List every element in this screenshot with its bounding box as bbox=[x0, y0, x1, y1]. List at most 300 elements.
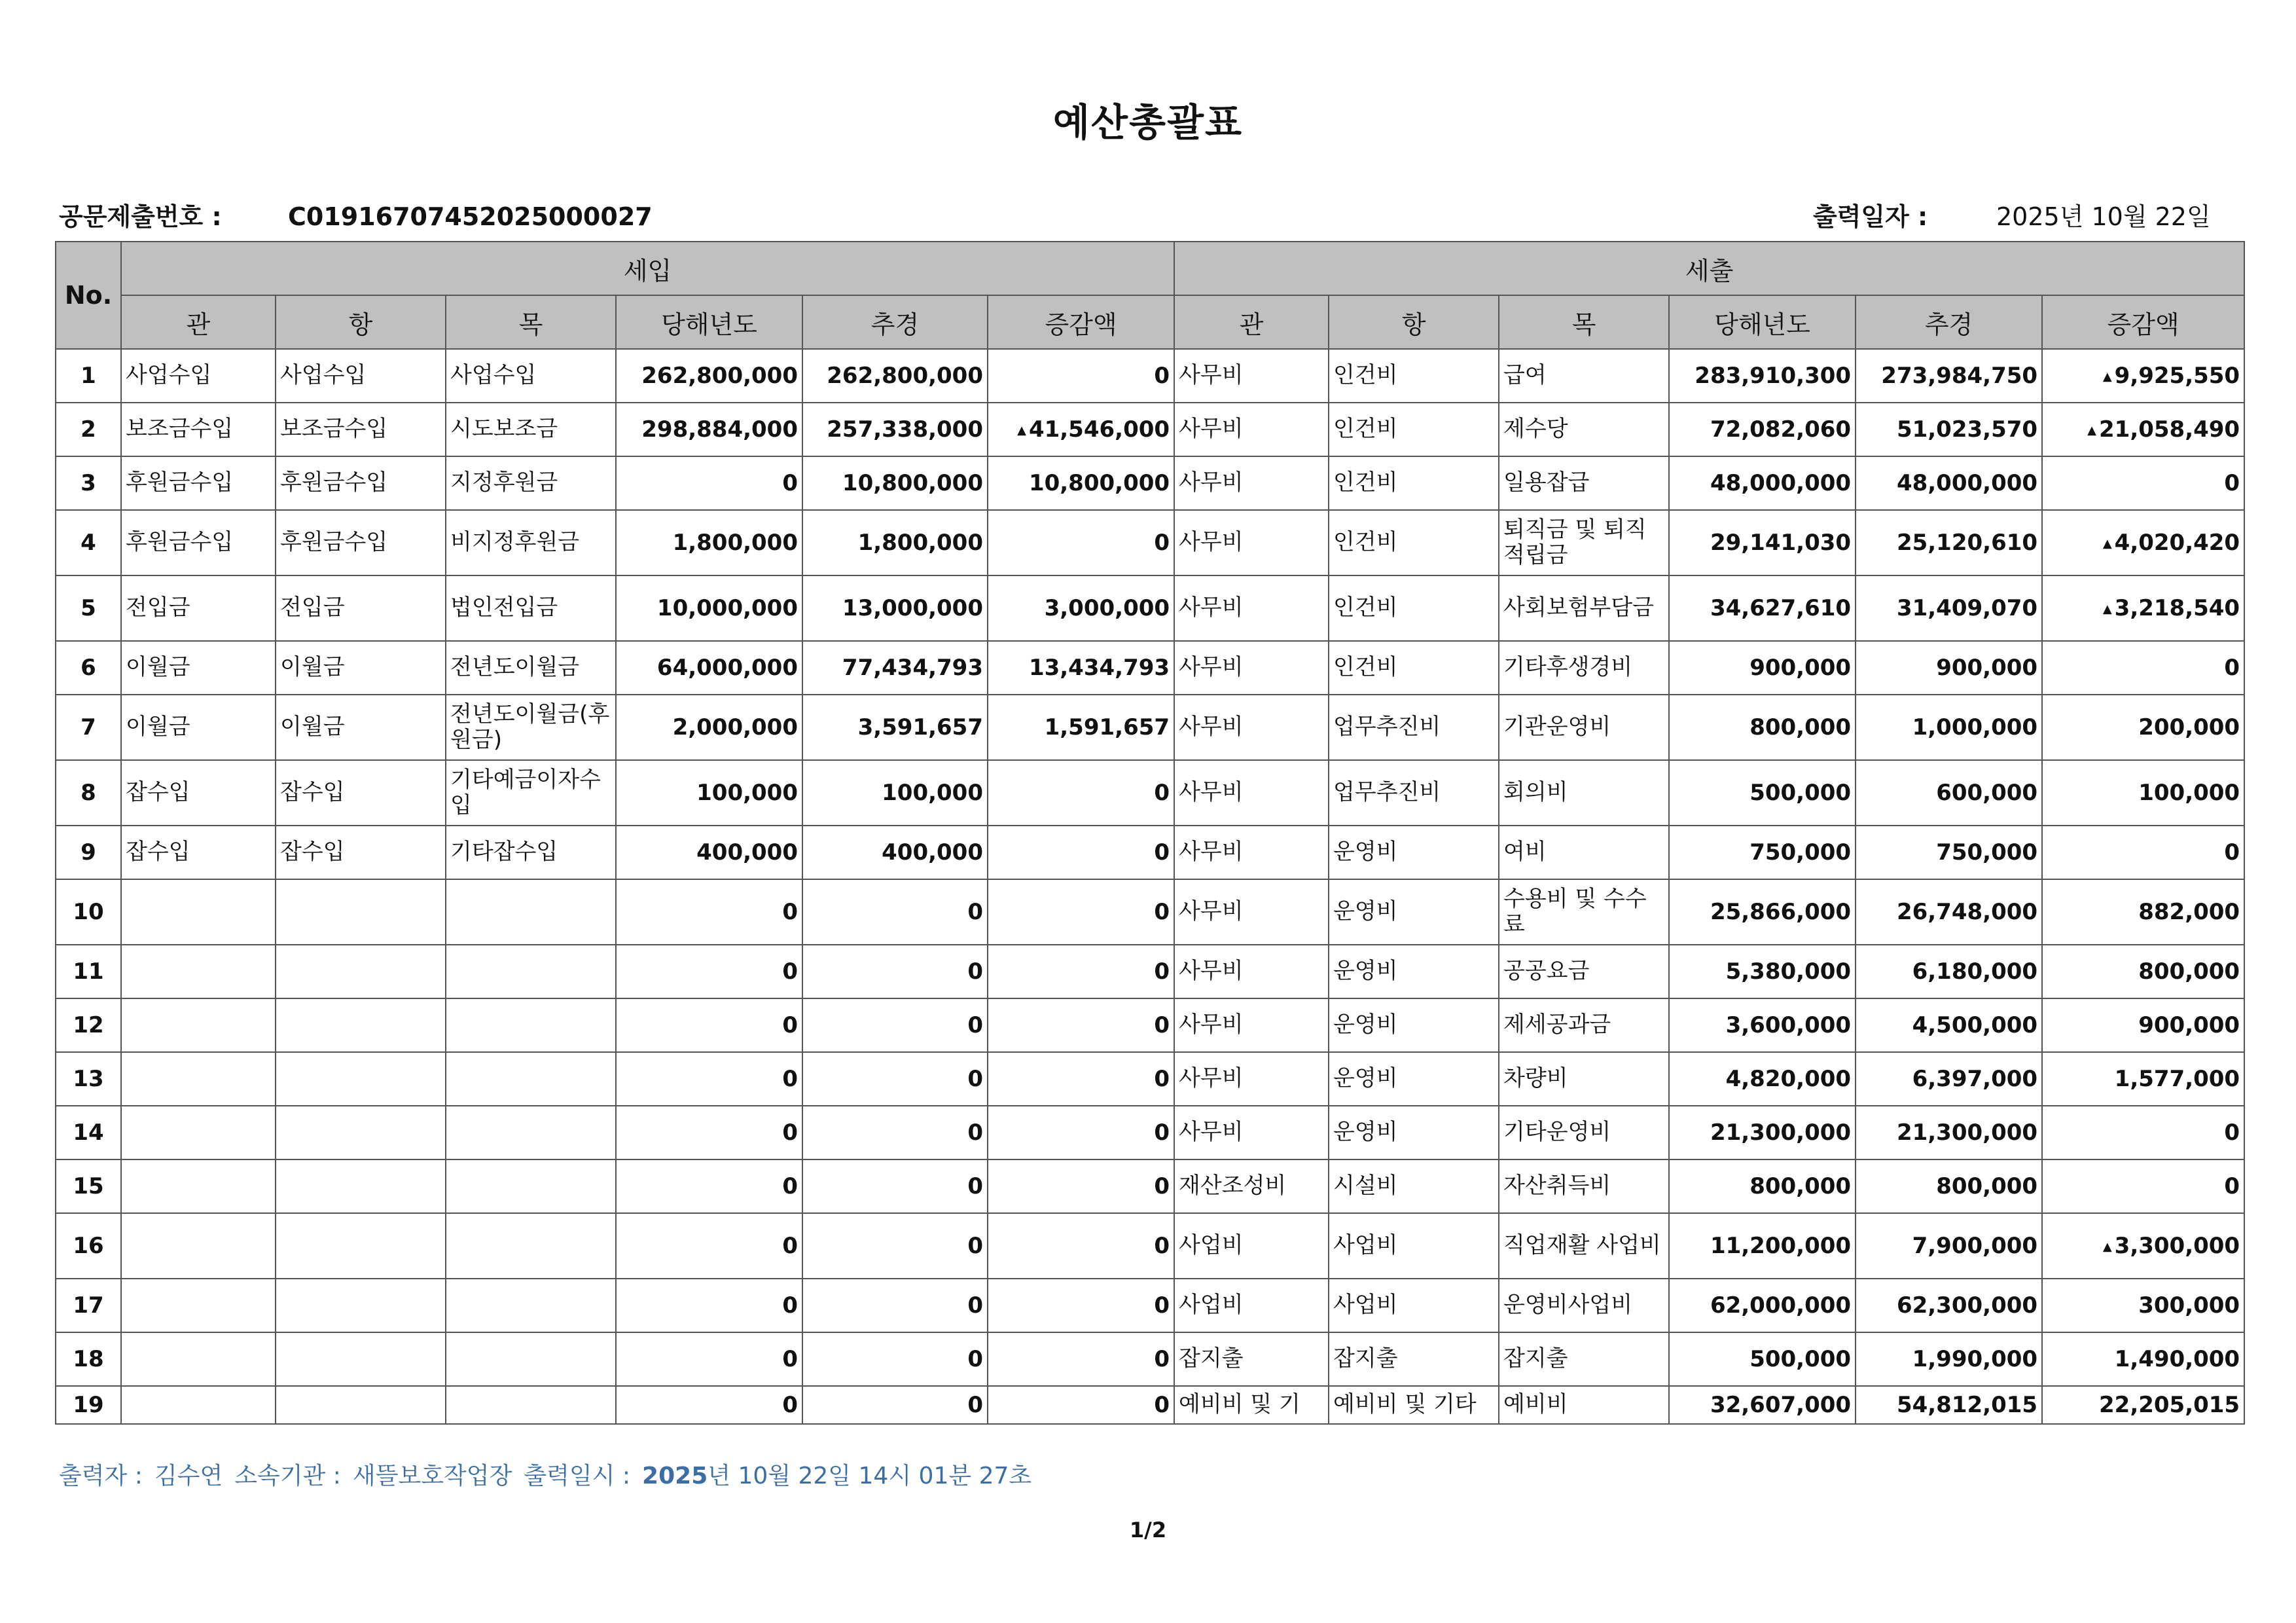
row-number-cell: 4 bbox=[56, 510, 121, 575]
expense-difference-cell bbox=[2042, 349, 2244, 403]
expense-supplementary-cell: 800,000 bbox=[1856, 1159, 2042, 1213]
income-hang-cell bbox=[276, 1213, 446, 1279]
income-current-cell: 10,000,000 bbox=[616, 575, 802, 641]
income-hang-cell bbox=[276, 1386, 446, 1424]
income-current-cell: 0 bbox=[616, 1106, 802, 1159]
expense-current-cell: 72,082,060 bbox=[1669, 403, 1856, 456]
income-mok-cell bbox=[446, 879, 616, 945]
expense-difference-cell: 0 bbox=[2042, 641, 2244, 695]
expense-supplementary-cell: 1,000,000 bbox=[1856, 695, 2042, 760]
income-current-cell: 0 bbox=[616, 945, 802, 998]
income-current-cell: 0 bbox=[616, 456, 802, 510]
income-hang-cell: 잡수입 bbox=[276, 826, 446, 879]
expense-difference-cell: 1,577,000 bbox=[2042, 1052, 2244, 1106]
income-col-supplementary: 추경 bbox=[802, 295, 988, 349]
expense-col-supplementary: 추경 bbox=[1856, 295, 2042, 349]
income-mok-cell: 법인전입금 bbox=[446, 575, 616, 641]
table-row bbox=[56, 998, 2244, 1052]
income-gwan-cell bbox=[121, 1159, 276, 1213]
expense-current-cell: 34,627,610 bbox=[1669, 575, 1856, 641]
expense-current-cell: 48,000,000 bbox=[1669, 456, 1856, 510]
table-row bbox=[56, 695, 2244, 760]
income-supplementary-cell: 0 bbox=[802, 1106, 988, 1159]
income-mok-cell bbox=[446, 1279, 616, 1332]
table-row bbox=[56, 349, 2244, 403]
expense-col-hang: 항 bbox=[1329, 295, 1499, 349]
expense-difference-cell bbox=[2042, 1213, 2244, 1279]
table-row bbox=[56, 1386, 2244, 1424]
expense-current-cell: 25,866,000 bbox=[1669, 879, 1856, 945]
expense-supplementary-cell: 48,000,000 bbox=[1856, 456, 2042, 510]
expense-supplementary-cell: 62,300,000 bbox=[1856, 1279, 2042, 1332]
expense-mok-cell: 급여 bbox=[1499, 349, 1669, 403]
org-name: 새뜰보호작업장 bbox=[352, 1463, 512, 1489]
row-number-cell: 10 bbox=[56, 879, 121, 945]
income-hang-cell bbox=[276, 1106, 446, 1159]
expense-current-cell: 3,600,000 bbox=[1669, 998, 1856, 1052]
expense-gwan-cell: 사업비 bbox=[1174, 1213, 1329, 1279]
expense-col-mok: 목 bbox=[1499, 295, 1669, 349]
income-gwan-cell: 후원금수입 bbox=[121, 510, 276, 575]
expense-supplementary-cell: 21,300,000 bbox=[1856, 1106, 2042, 1159]
income-difference-cell: 1,591,657 bbox=[988, 695, 1174, 760]
expense-difference-cell: 882,000 bbox=[2042, 879, 2244, 945]
row-number-cell: 3 bbox=[56, 456, 121, 510]
expense-hang-cell: 운영비 bbox=[1329, 945, 1499, 998]
amount-value: 3,300,000 bbox=[2114, 1233, 2240, 1259]
expense-gwan-cell: 사무비 bbox=[1174, 826, 1329, 879]
income-current-cell: 1,800,000 bbox=[616, 510, 802, 575]
row-number-cell: 14 bbox=[56, 1106, 121, 1159]
expense-current-cell: 29,141,030 bbox=[1669, 510, 1856, 575]
expense-hang-cell: 예비비 및 기타 bbox=[1329, 1386, 1499, 1424]
income-col-gwan: 관 bbox=[121, 295, 276, 349]
expense-gwan-cell: 재산조성비 bbox=[1174, 1159, 1329, 1213]
doc-number-label: 공문제출번호 : bbox=[59, 202, 222, 231]
income-col-mok: 목 bbox=[446, 295, 616, 349]
income-current-cell: 0 bbox=[616, 1159, 802, 1213]
income-mok-cell bbox=[446, 1386, 616, 1424]
expense-difference-cell bbox=[2042, 403, 2244, 456]
row-number-cell: 12 bbox=[56, 998, 121, 1052]
income-hang-cell bbox=[276, 1052, 446, 1106]
income-gwan-cell: 후원금수입 bbox=[121, 456, 276, 510]
expense-current-cell: 4,820,000 bbox=[1669, 1052, 1856, 1106]
income-supplementary-cell: 100,000 bbox=[802, 760, 988, 826]
row-number-cell: 8 bbox=[56, 760, 121, 826]
expense-mok-cell: 기타후생경비 bbox=[1499, 641, 1669, 695]
income-mok-cell: 지정후원금 bbox=[446, 456, 616, 510]
decrease-marker-icon: ▲ bbox=[2102, 1240, 2112, 1254]
expense-difference-cell: 22,205,015 bbox=[2042, 1386, 2244, 1424]
income-col-current: 당해년도 bbox=[616, 295, 802, 349]
income-mok-cell bbox=[446, 998, 616, 1052]
expense-difference-cell: 800,000 bbox=[2042, 945, 2244, 998]
decrease-marker-icon: ▲ bbox=[2102, 602, 2112, 616]
income-mok-cell: 기타예금이자수입 bbox=[446, 760, 616, 826]
income-mok-cell bbox=[446, 1159, 616, 1213]
expense-mok-cell: 사회보험부담금 bbox=[1499, 575, 1669, 641]
print-time-label: 출력일시 : bbox=[524, 1463, 631, 1489]
income-difference-cell: 0 bbox=[988, 998, 1174, 1052]
expense-gwan-cell: 사무비 bbox=[1174, 998, 1329, 1052]
expense-supplementary-cell: 31,409,070 bbox=[1856, 575, 2042, 641]
income-mok-cell: 전년도이월금(후원금) bbox=[446, 695, 616, 760]
income-gwan-cell: 이월금 bbox=[121, 641, 276, 695]
expense-supplementary-cell: 600,000 bbox=[1856, 760, 2042, 826]
expense-hang-cell: 인건비 bbox=[1329, 456, 1499, 510]
row-number-cell: 7 bbox=[56, 695, 121, 760]
expense-gwan-cell: 사무비 bbox=[1174, 695, 1329, 760]
expense-gwan-cell: 사무비 bbox=[1174, 456, 1329, 510]
row-number-cell: 1 bbox=[56, 349, 121, 403]
expense-difference-cell: 0 bbox=[2042, 826, 2244, 879]
expense-gwan-cell: 잡지출 bbox=[1174, 1332, 1329, 1386]
expense-hang-cell: 운영비 bbox=[1329, 826, 1499, 879]
income-supplementary-cell: 0 bbox=[802, 879, 988, 945]
expense-hang-cell: 인건비 bbox=[1329, 641, 1499, 695]
expense-gwan-cell: 사무비 bbox=[1174, 879, 1329, 945]
income-current-cell: 100,000 bbox=[616, 760, 802, 826]
expense-gwan-cell: 사무비 bbox=[1174, 1052, 1329, 1106]
table-row bbox=[56, 1332, 2244, 1386]
income-difference-cell: 0 bbox=[988, 1052, 1174, 1106]
income-hang-cell: 전입금 bbox=[276, 575, 446, 641]
budget-table bbox=[55, 241, 2245, 1425]
expense-supplementary-cell: 750,000 bbox=[1856, 826, 2042, 879]
print-date-value: 2025년 10월 22일 bbox=[1996, 202, 2211, 231]
table-row bbox=[56, 510, 2244, 575]
income-gwan-cell: 사업수입 bbox=[121, 349, 276, 403]
income-hang-cell: 사업수입 bbox=[276, 349, 446, 403]
expense-difference-cell bbox=[2042, 510, 2244, 575]
income-gwan-cell: 보조금수입 bbox=[121, 403, 276, 456]
table-row bbox=[56, 1106, 2244, 1159]
expense-gwan-cell: 사무비 bbox=[1174, 510, 1329, 575]
expense-gwan-cell: 사무비 bbox=[1174, 1106, 1329, 1159]
income-supplementary-cell: 0 bbox=[802, 1213, 988, 1279]
expense-mok-cell: 퇴직금 및 퇴직적립금 bbox=[1499, 510, 1669, 575]
income-difference-cell: 0 bbox=[988, 1279, 1174, 1332]
income-gwan-cell bbox=[121, 998, 276, 1052]
income-header: 세입 bbox=[121, 242, 1174, 295]
income-current-cell: 0 bbox=[616, 998, 802, 1052]
expense-current-cell: 5,380,000 bbox=[1669, 945, 1856, 998]
expense-supplementary-cell: 4,500,000 bbox=[1856, 998, 2042, 1052]
expense-gwan-cell: 사무비 bbox=[1174, 641, 1329, 695]
expense-mok-cell: 공공요금 bbox=[1499, 945, 1669, 998]
expense-mok-cell: 기관운영비 bbox=[1499, 695, 1669, 760]
expense-hang-cell: 사업비 bbox=[1329, 1279, 1499, 1332]
income-current-cell: 0 bbox=[616, 1213, 802, 1279]
expense-difference-cell: 0 bbox=[2042, 1159, 2244, 1213]
expense-gwan-cell: 사무비 bbox=[1174, 403, 1329, 456]
income-difference-cell: 0 bbox=[988, 945, 1174, 998]
decrease-marker-icon: ▲ bbox=[2087, 424, 2096, 437]
income-mok-cell: 시도보조금 bbox=[446, 403, 616, 456]
income-hang-cell bbox=[276, 1159, 446, 1213]
decrease-marker-icon: ▲ bbox=[2102, 370, 2112, 384]
expense-col-difference: 증감액 bbox=[2042, 295, 2244, 349]
row-number-cell: 2 bbox=[56, 403, 121, 456]
income-col-difference: 증감액 bbox=[988, 295, 1174, 349]
income-gwan-cell: 잡수입 bbox=[121, 760, 276, 826]
expense-supplementary-cell: 6,397,000 bbox=[1856, 1052, 2042, 1106]
amount-value: 9,925,550 bbox=[2114, 363, 2240, 389]
income-current-cell: 262,800,000 bbox=[616, 349, 802, 403]
income-mok-cell: 기타잡수입 bbox=[446, 826, 616, 879]
expense-hang-cell: 인건비 bbox=[1329, 575, 1499, 641]
expense-mok-cell: 여비 bbox=[1499, 826, 1669, 879]
expense-hang-cell: 인건비 bbox=[1329, 510, 1499, 575]
expense-gwan-cell: 예비비 및 기 bbox=[1174, 1386, 1329, 1424]
decrease-marker-icon: ▲ bbox=[2102, 537, 2112, 551]
income-hang-cell: 보조금수입 bbox=[276, 403, 446, 456]
table-row bbox=[56, 456, 2244, 510]
expense-mok-cell: 운영비사업비 bbox=[1499, 1279, 1669, 1332]
income-gwan-cell: 이월금 bbox=[121, 695, 276, 760]
expense-hang-cell: 인건비 bbox=[1329, 349, 1499, 403]
income-difference-cell: 0 bbox=[988, 760, 1174, 826]
expense-mok-cell: 기타운영비 bbox=[1499, 1106, 1669, 1159]
expense-hang-cell: 업무추진비 bbox=[1329, 760, 1499, 826]
expense-col-current: 당해년도 bbox=[1669, 295, 1856, 349]
expense-difference-cell bbox=[2042, 575, 2244, 641]
print-date bbox=[1813, 196, 2211, 232]
expense-supplementary-cell: 51,023,570 bbox=[1856, 403, 2042, 456]
row-number-cell: 18 bbox=[56, 1332, 121, 1386]
print-time-rest: 년 10월 22일 14시 01분 27초 bbox=[708, 1463, 1032, 1489]
table-row bbox=[56, 641, 2244, 695]
income-mok-cell: 사업수입 bbox=[446, 349, 616, 403]
income-current-cell: 0 bbox=[616, 1052, 802, 1106]
expense-supplementary-cell: 273,984,750 bbox=[1856, 349, 2042, 403]
income-difference-cell: 0 bbox=[988, 1386, 1174, 1424]
income-gwan-cell bbox=[121, 1332, 276, 1386]
income-mok-cell bbox=[446, 1106, 616, 1159]
expense-difference-cell: 0 bbox=[2042, 1106, 2244, 1159]
table-row bbox=[56, 1159, 2244, 1213]
expense-difference-cell: 900,000 bbox=[2042, 998, 2244, 1052]
print-time-year: 2025 bbox=[642, 1463, 708, 1489]
expense-supplementary-cell: 7,900,000 bbox=[1856, 1213, 2042, 1279]
row-number-cell: 16 bbox=[56, 1213, 121, 1279]
income-mok-cell: 전년도이월금 bbox=[446, 641, 616, 695]
income-supplementary-cell: 10,800,000 bbox=[802, 456, 988, 510]
income-supplementary-cell: 0 bbox=[802, 1052, 988, 1106]
expense-current-cell: 800,000 bbox=[1669, 695, 1856, 760]
page-title: 예산총괄표 bbox=[1052, 100, 1244, 145]
row-number-cell: 17 bbox=[56, 1279, 121, 1332]
budget-table-body bbox=[56, 349, 2244, 1424]
row-number-cell: 11 bbox=[56, 945, 121, 998]
income-hang-cell bbox=[276, 879, 446, 945]
print-date-label: 출력일자 : bbox=[1813, 202, 1928, 231]
income-difference-cell: 0 bbox=[988, 1106, 1174, 1159]
expense-gwan-cell: 사무비 bbox=[1174, 945, 1329, 998]
page-number: 1/2 bbox=[1129, 1518, 1167, 1542]
table-row bbox=[56, 403, 2244, 456]
amount-value: 3,218,540 bbox=[2114, 595, 2240, 621]
income-supplementary-cell: 77,434,793 bbox=[802, 641, 988, 695]
expense-gwan-cell: 사업비 bbox=[1174, 1279, 1329, 1332]
income-current-cell: 0 bbox=[616, 1279, 802, 1332]
expense-gwan-cell: 사무비 bbox=[1174, 575, 1329, 641]
expense-hang-cell: 잡지출 bbox=[1329, 1332, 1499, 1386]
table-row bbox=[56, 879, 2244, 945]
expense-gwan-cell: 사무비 bbox=[1174, 760, 1329, 826]
expense-hang-cell: 업무추진비 bbox=[1329, 695, 1499, 760]
expense-difference-cell: 300,000 bbox=[2042, 1279, 2244, 1332]
income-difference-cell: 0 bbox=[988, 1213, 1174, 1279]
income-current-cell: 298,884,000 bbox=[616, 403, 802, 456]
income-gwan-cell bbox=[121, 1106, 276, 1159]
income-supplementary-cell: 13,000,000 bbox=[802, 575, 988, 641]
income-difference-cell bbox=[988, 403, 1174, 456]
amount-value: 21,058,490 bbox=[2099, 416, 2240, 443]
income-mok-cell bbox=[446, 1052, 616, 1106]
income-difference-cell: 0 bbox=[988, 826, 1174, 879]
income-mok-cell bbox=[446, 1332, 616, 1386]
expense-current-cell: 32,607,000 bbox=[1669, 1386, 1856, 1424]
income-gwan-cell: 잡수입 bbox=[121, 826, 276, 879]
no-header: No. bbox=[56, 242, 121, 349]
doc-number bbox=[59, 196, 653, 232]
income-mok-cell: 비지정후원금 bbox=[446, 510, 616, 575]
expense-current-cell: 21,300,000 bbox=[1669, 1106, 1856, 1159]
expense-mok-cell: 자산취득비 bbox=[1499, 1159, 1669, 1213]
expense-hang-cell: 사업비 bbox=[1329, 1213, 1499, 1279]
income-gwan-cell bbox=[121, 945, 276, 998]
table-row bbox=[56, 1279, 2244, 1332]
expense-supplementary-cell: 6,180,000 bbox=[1856, 945, 2042, 998]
income-current-cell: 0 bbox=[616, 1386, 802, 1424]
expense-mok-cell: 잡지출 bbox=[1499, 1332, 1669, 1386]
expense-mok-cell: 회의비 bbox=[1499, 760, 1669, 826]
expense-current-cell: 900,000 bbox=[1669, 641, 1856, 695]
expense-mok-cell: 제수당 bbox=[1499, 403, 1669, 456]
expense-difference-cell: 200,000 bbox=[2042, 695, 2244, 760]
expense-current-cell: 500,000 bbox=[1669, 1332, 1856, 1386]
doc-number-value: C01916707452025000027 bbox=[288, 202, 653, 231]
amount-value: 41,546,000 bbox=[1028, 416, 1170, 443]
income-hang-cell bbox=[276, 1332, 446, 1386]
expense-mok-cell: 수용비 및 수수료 bbox=[1499, 879, 1669, 945]
income-supplementary-cell: 0 bbox=[802, 1279, 988, 1332]
income-supplementary-cell: 0 bbox=[802, 1386, 988, 1424]
income-gwan-cell bbox=[121, 1213, 276, 1279]
row-number-cell: 15 bbox=[56, 1159, 121, 1213]
income-supplementary-cell: 0 bbox=[802, 1159, 988, 1213]
expense-difference-cell: 1,490,000 bbox=[2042, 1332, 2244, 1386]
amount-value: 4,020,420 bbox=[2114, 530, 2240, 556]
income-supplementary-cell: 3,591,657 bbox=[802, 695, 988, 760]
expense-mok-cell: 예비비 bbox=[1499, 1386, 1669, 1424]
income-difference-cell: 0 bbox=[988, 349, 1174, 403]
footer-info bbox=[59, 1457, 1043, 1491]
expense-hang-cell: 운영비 bbox=[1329, 998, 1499, 1052]
expense-hang-cell: 인건비 bbox=[1329, 403, 1499, 456]
expense-supplementary-cell: 26,748,000 bbox=[1856, 879, 2042, 945]
expense-mok-cell: 차량비 bbox=[1499, 1052, 1669, 1106]
income-difference-cell: 3,000,000 bbox=[988, 575, 1174, 641]
expense-current-cell: 750,000 bbox=[1669, 826, 1856, 879]
expense-gwan-cell: 사무비 bbox=[1174, 349, 1329, 403]
expense-current-cell: 500,000 bbox=[1669, 760, 1856, 826]
table-row bbox=[56, 575, 2244, 641]
expense-hang-cell: 운영비 bbox=[1329, 1106, 1499, 1159]
expense-current-cell: 11,200,000 bbox=[1669, 1213, 1856, 1279]
income-hang-cell: 후원금수입 bbox=[276, 510, 446, 575]
expense-difference-cell: 100,000 bbox=[2042, 760, 2244, 826]
expense-header: 세출 bbox=[1174, 242, 2244, 295]
expense-col-gwan: 관 bbox=[1174, 295, 1329, 349]
income-gwan-cell bbox=[121, 1386, 276, 1424]
income-difference-cell: 0 bbox=[988, 879, 1174, 945]
income-mok-cell bbox=[446, 945, 616, 998]
expense-supplementary-cell: 25,120,610 bbox=[1856, 510, 2042, 575]
income-hang-cell: 후원금수입 bbox=[276, 456, 446, 510]
income-gwan-cell bbox=[121, 1052, 276, 1106]
income-gwan-cell bbox=[121, 1279, 276, 1332]
income-current-cell: 0 bbox=[616, 1332, 802, 1386]
income-supplementary-cell: 0 bbox=[802, 998, 988, 1052]
income-supplementary-cell: 400,000 bbox=[802, 826, 988, 879]
income-gwan-cell bbox=[121, 879, 276, 945]
row-number-cell: 6 bbox=[56, 641, 121, 695]
income-hang-cell: 이월금 bbox=[276, 641, 446, 695]
income-supplementary-cell: 262,800,000 bbox=[802, 349, 988, 403]
expense-current-cell: 283,910,300 bbox=[1669, 349, 1856, 403]
income-difference-cell: 13,434,793 bbox=[988, 641, 1174, 695]
row-number-cell: 13 bbox=[56, 1052, 121, 1106]
expense-supplementary-cell: 54,812,015 bbox=[1856, 1386, 2042, 1424]
income-hang-cell: 이월금 bbox=[276, 695, 446, 760]
income-supplementary-cell: 257,338,000 bbox=[802, 403, 988, 456]
income-hang-cell: 잡수입 bbox=[276, 760, 446, 826]
expense-supplementary-cell: 900,000 bbox=[1856, 641, 2042, 695]
table-row bbox=[56, 760, 2244, 826]
expense-mok-cell: 일용잡급 bbox=[1499, 456, 1669, 510]
income-current-cell: 64,000,000 bbox=[616, 641, 802, 695]
expense-mok-cell: 직업재활 사업비 bbox=[1499, 1213, 1669, 1279]
income-gwan-cell: 전입금 bbox=[121, 575, 276, 641]
table-row bbox=[56, 826, 2244, 879]
expense-current-cell: 800,000 bbox=[1669, 1159, 1856, 1213]
income-supplementary-cell: 0 bbox=[802, 945, 988, 998]
expense-supplementary-cell: 1,990,000 bbox=[1856, 1332, 2042, 1386]
income-difference-cell: 10,800,000 bbox=[988, 456, 1174, 510]
expense-hang-cell: 운영비 bbox=[1329, 879, 1499, 945]
income-hang-cell bbox=[276, 998, 446, 1052]
income-difference-cell: 0 bbox=[988, 1159, 1174, 1213]
income-current-cell: 2,000,000 bbox=[616, 695, 802, 760]
table-row bbox=[56, 1213, 2244, 1279]
income-supplementary-cell: 0 bbox=[802, 1332, 988, 1386]
income-difference-cell: 0 bbox=[988, 1332, 1174, 1386]
income-supplementary-cell: 1,800,000 bbox=[802, 510, 988, 575]
expense-hang-cell: 운영비 bbox=[1329, 1052, 1499, 1106]
expense-difference-cell: 0 bbox=[2042, 456, 2244, 510]
income-hang-cell bbox=[276, 1279, 446, 1332]
row-number-cell: 9 bbox=[56, 826, 121, 879]
expense-mok-cell: 제세공과금 bbox=[1499, 998, 1669, 1052]
expense-current-cell: 62,000,000 bbox=[1669, 1279, 1856, 1332]
row-number-cell: 19 bbox=[56, 1386, 121, 1424]
decrease-marker-icon: ▲ bbox=[1017, 424, 1026, 437]
income-current-cell: 0 bbox=[616, 879, 802, 945]
table-row bbox=[56, 1052, 2244, 1106]
